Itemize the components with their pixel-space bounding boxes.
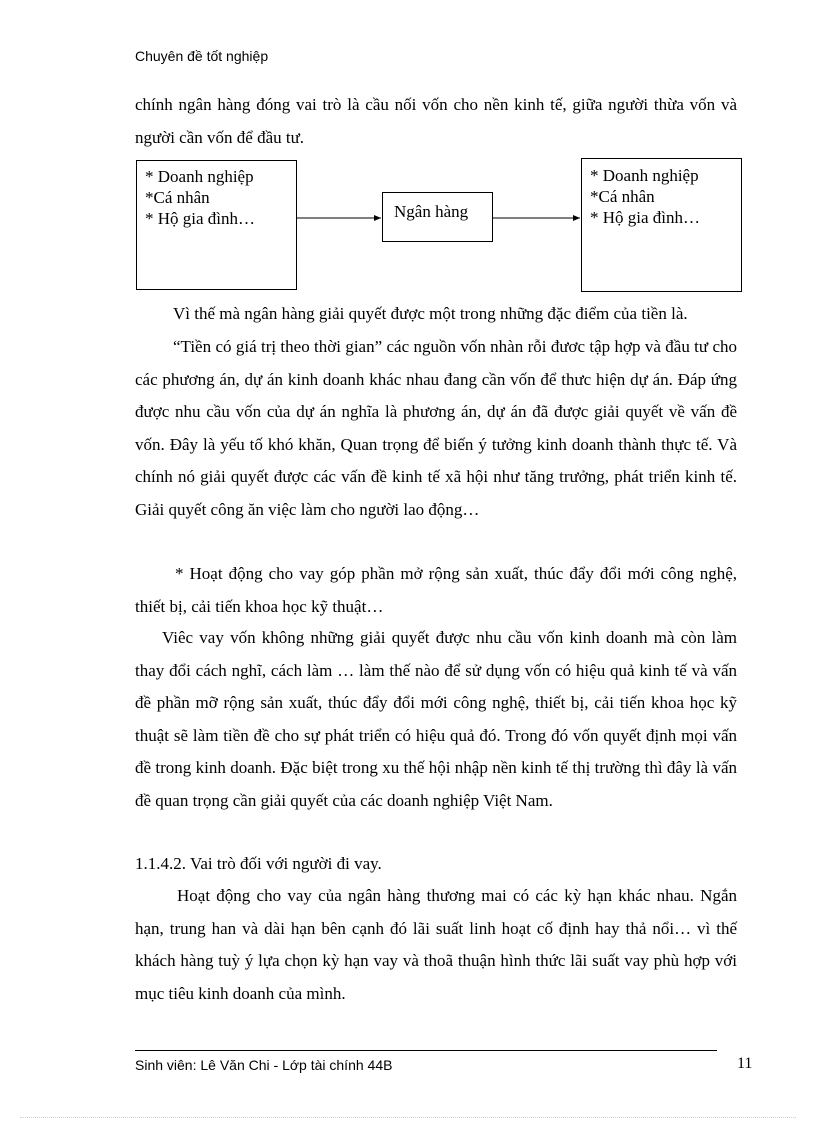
section-heading: 1.1.4.2. Vai trò đối với người đi vay. [135,854,382,873]
diagram-item: *Cá nhân [145,188,210,207]
paragraph-capital-usage: Viêc vay vốn không những giải quyết được nhu cầu vốn kinh doanh mà còn làm thay đổi cách nghĩ, cách làm … làm thế nào để sử dụng vốn có hiệu quả kinh tế và vấn đề phần mỡ rộng sản xuất, thúc đẩy đổi mới công nghệ, thiết bị, cải tiến khoa học kỹ thuật sẽ làm tiền đề cho sự phát triển có hiệu quả đó. Trong đó vốn quyết định mọi vấn đề trong kinh doanh. Đặc biệt trong xu thế hội nhập nền kinh tế thị trường thì đây là vấn đề quan trọng cần giải quyết của các doanh nghiệp Việt Nam. [135,628,737,810]
diagram-item: *Cá nhân [590,187,655,206]
paragraph-time-value: “Tiền có giá trị theo thời gian” các nguồn vốn nhàn rỗi đươc tập hợp và đầu tư cho các phương án, dự án kinh doanh khác nhau đang cần vốn để thưc hiện dự án. Đáp ứng được nhu cầu vốn của dự án nghĩa là phương án, dự án đã được giải quyết về vấn đề vốn. Đây là yếu tố khó khăn, Quan trọng để biến ý tưởng kinh doanh thành thực tế. Và chính nó giải quyết được các vấn đề kinh tế xã hội như tăng trưởng, phát triển kinh tế. Giải quyết công ăn việc làm cho người lao động… [135,337,737,519]
page-bottom-border [20,1117,796,1118]
paragraph-time-value-intro: Vì thế mà ngân hàng giải quyết được một trong những đặc điểm của tiền là. [173,304,688,323]
diagram-item: * Hộ gia đình… [590,208,701,227]
diagram-item: * Doanh nghiệp [145,167,254,186]
paragraph-production-expansion: * Hoạt động cho vay góp phần mở rộng sản xuất, thúc đẩy đổi mới công nghệ, thiết bị, cải tiến khoa học kỹ thuật… [135,564,737,616]
diagram-box-depositors [136,160,297,290]
page-number: 11 [737,1055,753,1072]
page-header: Chuyên đề tốt nghiệp [135,48,269,64]
diagram-box-borrowers [581,158,742,292]
diagram-item: * Doanh nghiệp [590,166,699,185]
diagram-box-bank: Ngân hàng [382,192,493,242]
footer-divider [135,1050,717,1051]
diagram-item: * Hộ gia đình… [145,209,256,228]
footer-student-info: Sinh viên: Lê Văn Chi - Lớp tài chính 44B [135,1057,393,1073]
paragraph-intro: chính ngân hàng đóng vai trò là cầu nối vốn cho nền kinh tế, giữa người thừa vốn và người cần vốn để đầu tư. [135,95,737,147]
paragraph-loan-terms: Hoạt động cho vay của ngân hàng thương mai có các kỳ hạn khác nhau. Ngắn hạn, trung han và dài hạn bên cạnh đó lãi suất linh hoạt cố định hay thả nổi… vì thế khách hàng tuỳ ý lựa chọn kỳ hạn vay và thoã thuận hình thức lãi suất vay phù hợp với mục tiêu kinh doanh của mình. [135,886,737,1003]
